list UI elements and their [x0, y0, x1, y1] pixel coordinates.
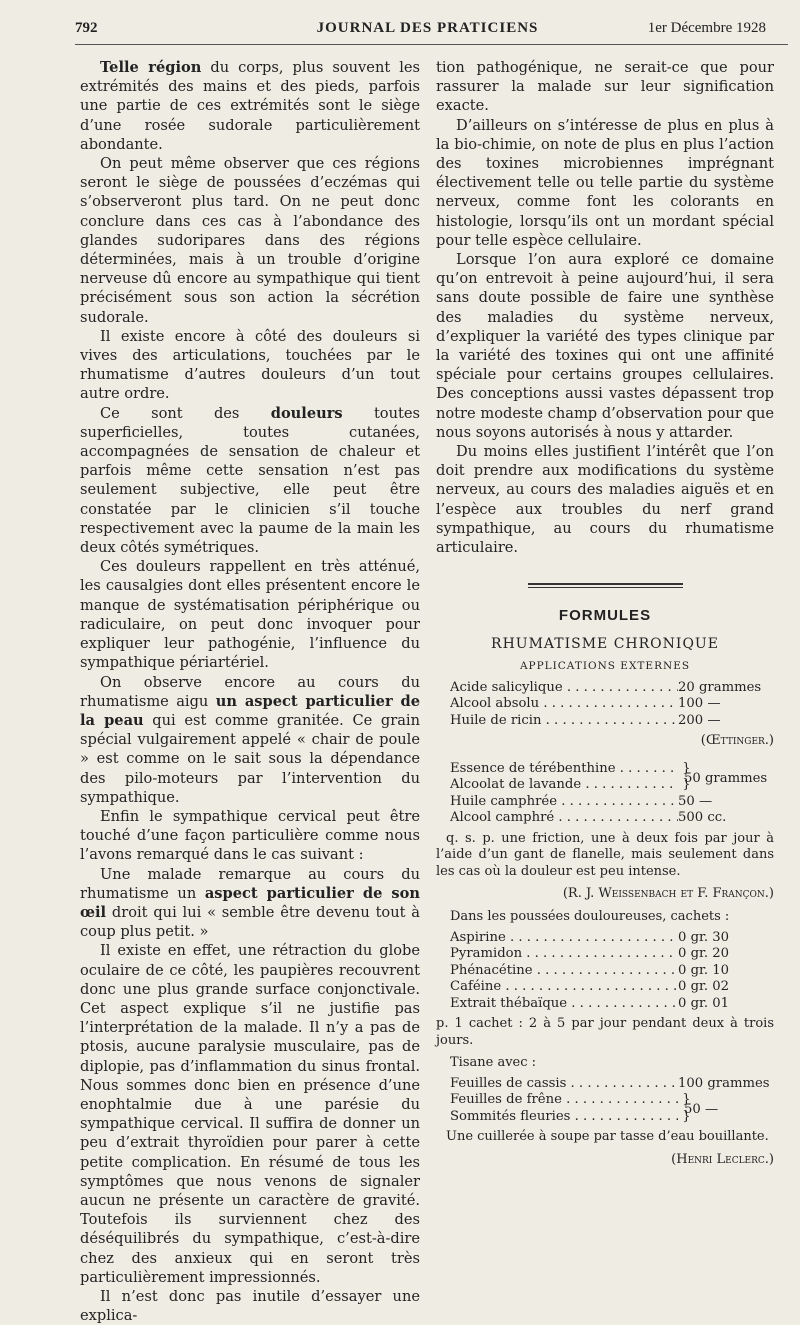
ingredient-name: Huile camphrée . . .: [450, 794, 678, 811]
formula-row: Feuilles de frêne . . . }: [436, 1092, 774, 1109]
paragraph: [80, 673, 420, 807]
formula-group-1: [436, 680, 774, 751]
brace-qty: 50 grammes: [684, 770, 768, 786]
journal-title: JOURNAL DES PRATICIENS: [316, 20, 539, 36]
ingredient-name: Caféine . . .: [450, 979, 678, 996]
paragraph: tion pathogénique, ne serait-ce que pour rassurer la malade sur leur signification exacte.: [436, 59, 774, 115]
formula-row: [436, 946, 774, 963]
formula-row: [436, 979, 774, 996]
ingredient-qty: 0 gr. 02: [678, 979, 730, 995]
ingredient-qty: 500 cc.: [678, 810, 727, 826]
formula-group-2: [436, 761, 774, 827]
formula-row: [436, 794, 774, 811]
brace-group: [436, 761, 774, 794]
formula-intro: Dans les poussées douloureuses, cachets :: [450, 909, 730, 925]
bold-lead: Telle région: [100, 59, 202, 76]
paragraph: Du moins elles justifient l’intérêt que l’on doit prendre aux modifications du système nerveux, au cours des maladies aiguës et en l’espèce aux troubles du nerf grand sympathique, au cours du rhumatisme articulaire.: [436, 443, 774, 557]
ingredient-qty: 100 —: [678, 696, 721, 712]
header-rule: [75, 44, 788, 45]
ingredient-name: Essence de térébenthine . . .: [450, 761, 678, 778]
paragraph-text: droit qui lui « semble être devenu tout à coup plus petit. »: [80, 903, 420, 941]
ingredient-name: Alcoolat de lavande . . .: [450, 777, 678, 794]
formula-note: q. s. p. une friction, une à deux fois par jour à l’aide d’un gant de flanelle, mais seulement dans les cas où la douleur est peu intense.: [436, 830, 774, 879]
paragraph: Il existe encore à côté des douleurs si vives des articulations, touchées par le rhumatisme d’autres douleurs d’un tout autre ordre.: [80, 327, 420, 403]
ingredient-name: Alcool camphré . . .: [450, 810, 678, 827]
paragraph: On peut même observer que ces régions seront le siège de poussées d’eczémas qui s’observeront plus tard. On ne peut donc conclure dans ces cas à l’abondance des glandes sudoripares dans des régions déterminées, mais à un trouble d’origine nerveuse dû encore au sympathique qui tient précisément sous son action la sécrétion sudorale.: [80, 155, 420, 326]
ingredient-qty: 0 gr. 01: [678, 995, 730, 1011]
formula-author: (R. J. Weissenbach et F. Françon.): [562, 886, 774, 902]
ingredient-qty: 20 grammes: [678, 679, 762, 695]
formula-row: [436, 1076, 774, 1093]
paragraph-text: Ce sont des: [100, 404, 271, 422]
formula-row: [436, 696, 774, 713]
bold-term: aspect particulier de son œil: [80, 884, 420, 921]
ingredient-name: Feuilles de cassis . . .: [450, 1076, 678, 1093]
bold-term: un aspect particulier de la peau: [80, 692, 420, 729]
formula-row: [436, 930, 774, 947]
ingredient-qty: 0 gr. 30: [678, 929, 730, 945]
formula-row: [436, 713, 774, 730]
formules-heading: FORMULES: [558, 607, 652, 625]
ingredient-name: Alcool absolu . . .: [450, 696, 678, 713]
section-title: RHUMATISME CHRONIQUE: [491, 636, 719, 653]
formula-row: Essence de térébenthine . . . }: [436, 761, 774, 778]
brace-qty: 50 —: [684, 1102, 719, 1118]
paragraph: Lorsque l’on aura exploré ce domaine qu’on entrevoit à peine aujourd’hui, il sera sans doute possible de faire une synthèse des maladies du système nerveux, d’expliquer la variété des types clinique par la variété des toxines qui ont une affinité spéciale pour certains groupes cellulaires. Des conceptions aussi vastes dépassent trop notre modeste champ d’observation pour que nous soyons autorisés à nous y attarder.: [436, 251, 774, 441]
formula-row: [436, 680, 774, 697]
ingredient-qty: 100 grammes: [678, 1075, 770, 1091]
ingredient-qty: 50 —: [678, 793, 713, 809]
paragraph: Enfin le sympathique cervical peut être touché d’une façon particulière comme nous l’avons remarqué dans le cas suivant :: [80, 807, 420, 864]
ingredient-name: Extrait thébaïque . . .: [450, 996, 678, 1013]
paragraph: [80, 404, 420, 558]
page-header: [75, 20, 780, 42]
paragraph: Il n’est donc pas inutile d’essayer une explica-: [80, 1288, 420, 1325]
ingredient-name: Phénacétine . . .: [450, 963, 678, 980]
left-column: [80, 58, 420, 1325]
brace-group: [436, 1092, 774, 1125]
right-column: [436, 58, 774, 1175]
page-number: 792: [75, 20, 98, 36]
ingredient-qty: 0 gr. 10: [678, 962, 730, 978]
formula-group-3: [436, 930, 774, 1013]
formula-author: (Henri Leclerc.): [671, 1151, 774, 1167]
formula-row: [436, 996, 774, 1013]
paragraph: [80, 865, 420, 942]
formula-author: (Œttinger.): [700, 733, 774, 749]
paragraph: Ces douleurs rappellent en très atténué, les causalgies dont elles présentent encore le manque de systématisation périphérique ou radiculaire, on peut donc invoquer pour expliquer leur pathogénie, l’influence du sympathique périartériel.: [80, 558, 420, 672]
formula-row: [436, 963, 774, 980]
ingredient-name: Huile de ricin . . .: [450, 713, 678, 730]
ingredient-qty: 200 —: [678, 712, 721, 728]
ingredient-name: Acide salicylique . . .: [450, 680, 678, 697]
bold-term: douleurs: [270, 404, 343, 422]
ingredient-name: Sommités fleuries . . .: [450, 1109, 678, 1126]
paragraph: Il existe en effet, une rétraction du globe oculaire de ce côté, les paupières recouvrent donc une plus grande surface conjonctivale. Cet aspect explique s’il ne justifie pas l’interprétation de la malade. Il n’y a pas de ptosis, aucune paralysie musculaire, pas de diplopie, pas d’inflammation du sinus frontal. Nous sommes donc bien en présence d’une enophtalmie due à une parésie du sympathique cervical. Il suffira de donner un peu d’extrait thyroïdien pour parer à cette petite complication. En résumé de tous les symptômes que nous venons de signaler aucun ne présente un caractère de gravité. Toutefois ils surviennent chez des déséquilibrés du sympathique, c’est-à-dire chez des anxieux qui en seront très particulièrement impressionnés.: [80, 942, 420, 1286]
formula-intro: Tisane avec :: [450, 1055, 537, 1071]
formula-group-4: [436, 1076, 774, 1126]
formula-row: Sommités fleuries . . . }: [436, 1109, 774, 1126]
formula-row: [436, 810, 774, 827]
paragraph-text: On observe encore au cours du rhumatisme aigu: [80, 673, 420, 710]
ingredient-qty: 0 gr. 20: [678, 946, 730, 962]
paragraph: D’ailleurs on s’intéresse de plus en plus à la bio-chimie, on note de plus en plus l’action des toxines microbiennes imprégnant électivement telle ou telle partie du système nerveux, comme font les colorants en histologie, lorsqu’ils ont un mordant spécial pour telle espèce cellulaire.: [436, 116, 774, 249]
section-subtitle: APPLICATIONS EXTERNES: [519, 659, 691, 672]
ingredient-name: Aspirine . . .: [450, 930, 678, 947]
ingredient-name: Feuilles de frêne . . .: [450, 1092, 678, 1109]
formula-row: Alcoolat de lavande . . . }: [436, 777, 774, 794]
ingredient-name: Pyramidon . . .: [450, 946, 678, 963]
issue-date: 1er Décembre 1928: [647, 20, 766, 36]
paragraph-text: du corps, plus souvent les extrémités des mains et des pieds, parfois une partie de ces extrémités sont le siège d’une rosée sudorale particulièrement abondante.: [80, 59, 420, 153]
dosage-note: p. 1 cachet : 2 à 5 par jour pendant deux à trois jours.: [436, 1016, 774, 1048]
paragraph-text: Une malade remarque au cours du rhumatisme un: [80, 865, 420, 902]
formula-note: Une cuillerée à soupe par tasse d’eau bouillante.: [446, 1129, 769, 1145]
paragraph-text: qui est comme granitée. Ce grain spécial vulgairement appelé « chair de poule » est comme on le sait sous la dépendance des pilo-moteurs par l’intervention du sympathique.: [80, 711, 420, 806]
paragraph: [80, 58, 420, 154]
paragraph-text: toutes superficielles, toutes cutanées, accompagnées de sensation de chaleur et parfois même cette sensation n’est pas seulement subjective, elle peut être constatée par le clinicien s’il touche respectivement avec la paume de la main les deux côtés symétriques.: [80, 404, 420, 557]
section-divider: [528, 583, 683, 588]
